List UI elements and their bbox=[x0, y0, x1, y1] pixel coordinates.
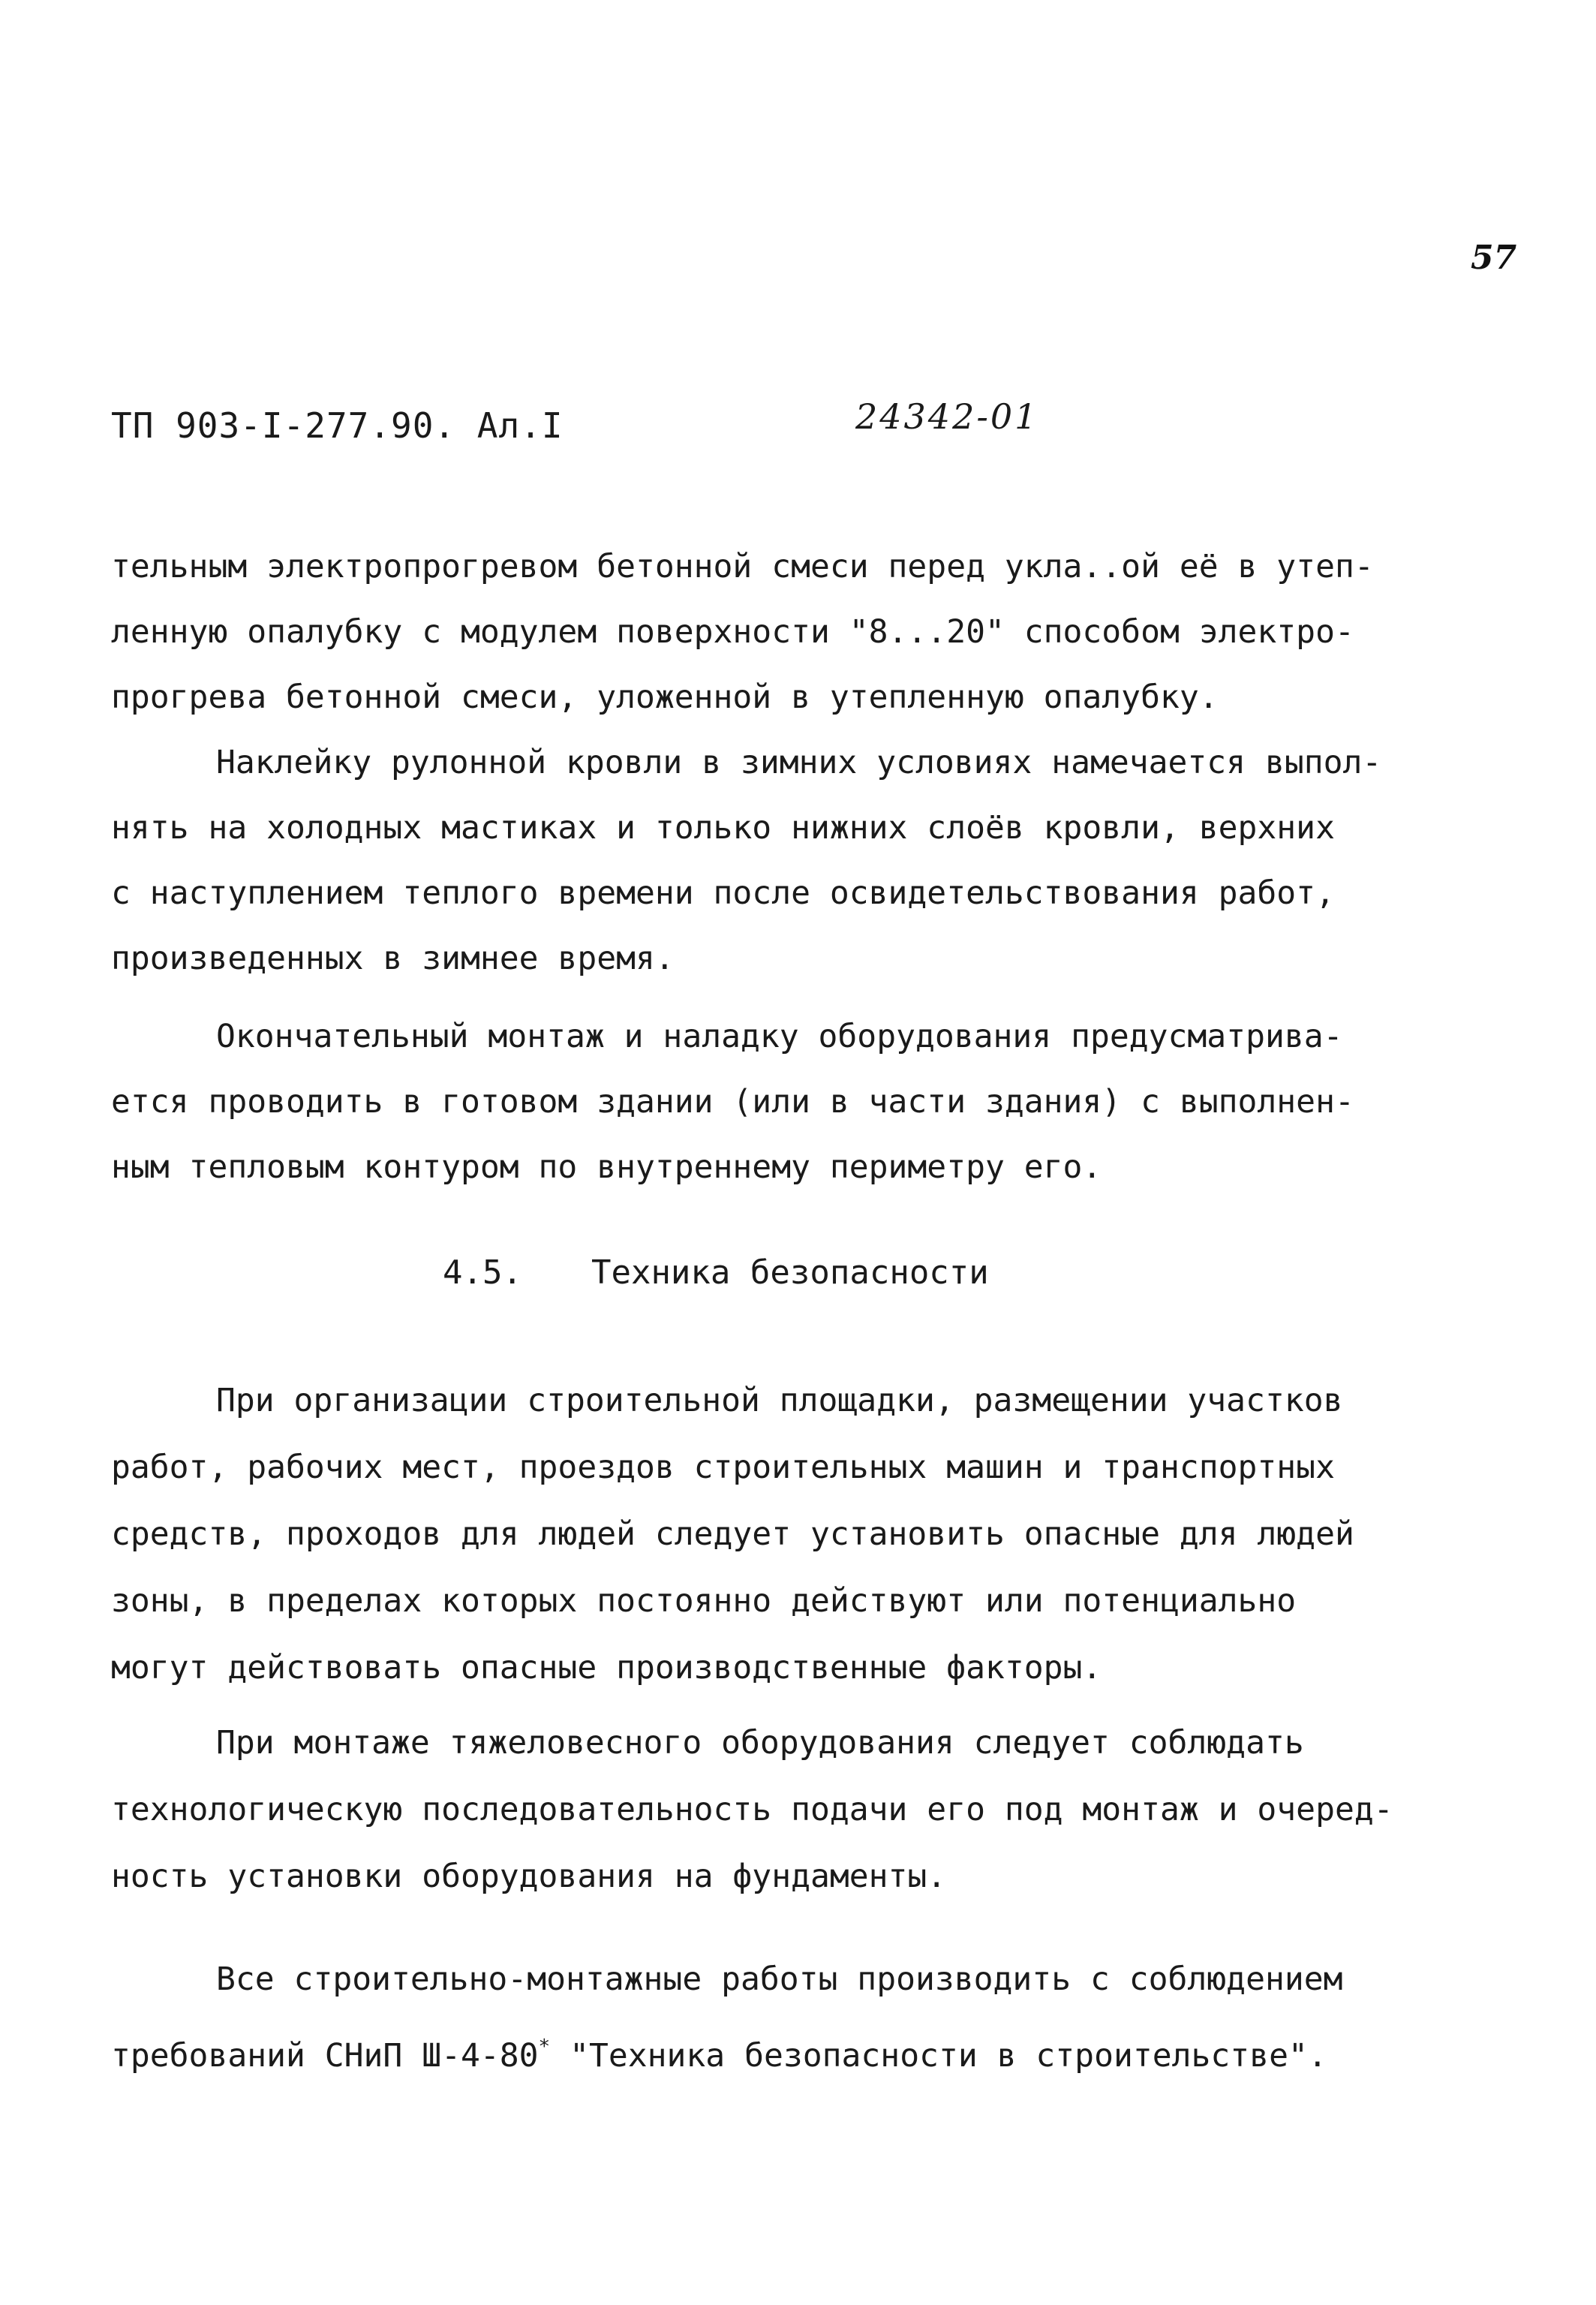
text-line: ность установки оборудования на фундаменты. bbox=[111, 1858, 947, 1895]
section-title: Техника безопасности bbox=[591, 1253, 989, 1292]
text-line: работ, рабочих мест, проездов строительных машин и транспортных bbox=[111, 1449, 1335, 1486]
text-segment: требований СНиП Ш-4-80 bbox=[111, 2037, 539, 2075]
text-line: Все строительно-монтажные работы производить с соблюдением bbox=[216, 1960, 1343, 1998]
text-line: ленную опалубку с модулем поверхности "8...20" способом электро- bbox=[111, 613, 1354, 651]
text-line: с наступлением теплого времени после освидетельствования работ, bbox=[111, 874, 1335, 912]
text-line bbox=[111, 2013, 1492, 2081]
text-line: произведенных в зимнее время. bbox=[111, 940, 675, 977]
section-heading bbox=[443, 1253, 989, 1292]
text-line: ным тепловым контуром по внутреннему периметру его. bbox=[111, 1148, 1102, 1186]
text-line: При монтаже тяжеловесного оборудования следует соблюдать bbox=[216, 1724, 1304, 1762]
text-line: Окончательный монтаж и наладку оборудования предусматрива- bbox=[216, 1018, 1343, 1055]
footnote-marker: * bbox=[538, 2036, 551, 2058]
text-line: При организации строительной площадки, размещении участков bbox=[216, 1382, 1343, 1419]
text-line: тельным электропрогревом бетонной смеси перед укла..ой её в утеп- bbox=[111, 548, 1374, 585]
body-text-block bbox=[111, 1710, 1492, 1910]
text-line: средств, проходов для людей следует установить опасные для людей bbox=[111, 1515, 1354, 1553]
section-number: 4.5. bbox=[443, 1253, 522, 1292]
body-text-block bbox=[111, 1368, 1492, 1702]
text-line: технологическую последовательность подачи его под монтаж и очеред- bbox=[111, 1791, 1393, 1828]
body-text-block bbox=[111, 1004, 1492, 1200]
text-segment: "Техника безопасности в строительстве". bbox=[550, 2037, 1327, 2075]
document-code: ТП 903-I-277.90. Ал.I bbox=[111, 405, 564, 446]
page-number: 57 bbox=[1471, 239, 1517, 277]
text-line: ется проводить в готовом здании (или в части здания) с выполнен- bbox=[111, 1083, 1354, 1121]
text-line: зоны, в пределах которых постоянно действуют или потенциально bbox=[111, 1582, 1297, 1620]
handwritten-code: 24342-01 bbox=[855, 396, 1039, 437]
text-line: могут действовать опасные производственные факторы. bbox=[111, 1649, 1102, 1687]
text-line: нять на холодных мастиках и только нижних слоёв кровли, верхних bbox=[111, 809, 1335, 847]
body-text-block bbox=[111, 1945, 1492, 2081]
body-text-block bbox=[111, 534, 1492, 992]
text-line: Наклейку рулонной кровли в зимних условиях намечается выпол- bbox=[216, 744, 1382, 781]
text-line: прогрева бетонной смеси, уложенной в утепленную опалубку. bbox=[111, 679, 1219, 716]
